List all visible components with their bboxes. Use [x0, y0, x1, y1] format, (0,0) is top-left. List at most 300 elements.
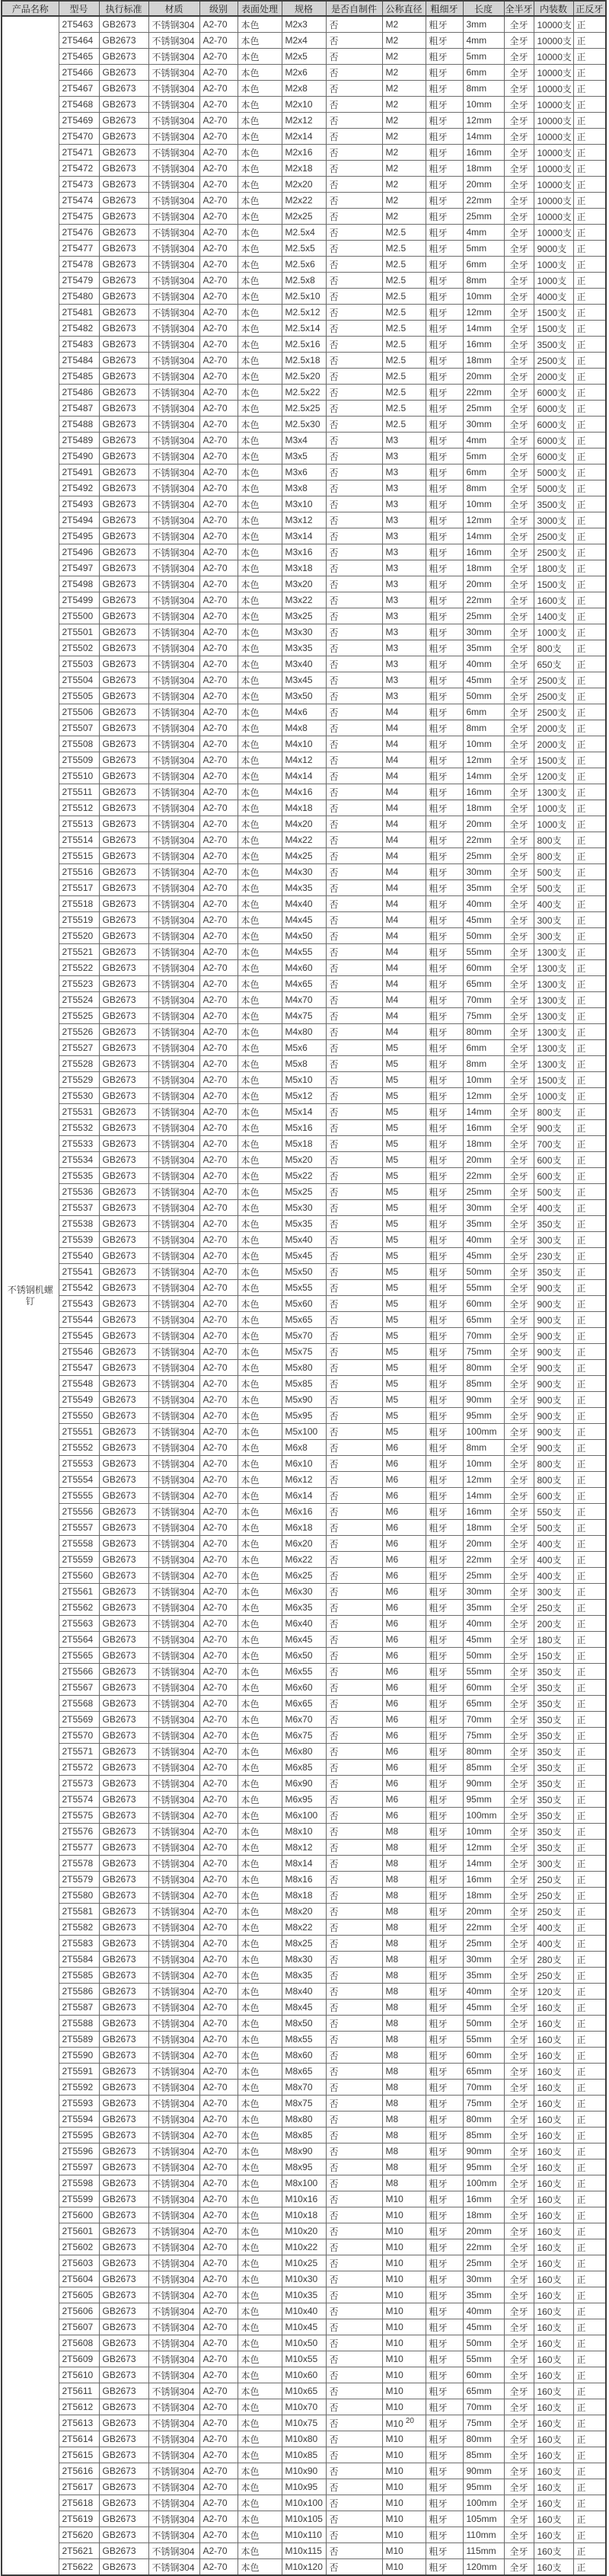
cell-full-thread: 全牙 — [504, 1712, 534, 1728]
cell-surface: 本色 — [238, 2303, 282, 2319]
cell-spec: M10x95 — [282, 2479, 326, 2495]
cell-self-made: 否 — [326, 2367, 382, 2383]
cell-length: 25mm — [463, 1568, 504, 1584]
cell-grade: A2-70 — [199, 2287, 238, 2303]
cell-length: 22mm — [463, 385, 504, 401]
cell-pack-qty: 250支 — [534, 1888, 573, 1904]
table-row — [2, 1104, 606, 1120]
cell-standard: GB2673 — [99, 2207, 148, 2223]
cell-standard: GB2673 — [99, 1872, 148, 1888]
cell-self-made: 否 — [326, 928, 382, 944]
cell-pack-qty: 600支 — [534, 1152, 573, 1168]
cell-full-thread: 全牙 — [504, 768, 534, 784]
cell-grade: A2-70 — [199, 1264, 238, 1280]
cell-self-made: 否 — [326, 2479, 382, 2495]
cell-material: 不锈钢304 — [148, 2175, 199, 2191]
cell-standard: GB2673 — [99, 752, 148, 768]
cell-length: 70mm — [463, 1712, 504, 1728]
cell-spec: M2x22 — [282, 193, 326, 209]
cell-length: 5mm — [463, 448, 504, 464]
cell-direction: 正 — [573, 113, 606, 129]
cell-material: 不锈钢304 — [148, 113, 199, 129]
cell-thread-type: 粗牙 — [426, 193, 463, 209]
cell-length: 60mm — [463, 1296, 504, 1312]
cell-material: 不锈钢304 — [148, 1216, 199, 1232]
cell-self-made: 否 — [326, 1872, 382, 1888]
cell-grade: A2-70 — [199, 1344, 238, 1360]
cell-spec: M4x30 — [282, 864, 326, 880]
cell-self-made: 否 — [326, 2351, 382, 2367]
cell-surface: 本色 — [238, 864, 282, 880]
cell-thread-type: 粗牙 — [426, 528, 463, 544]
cell-diameter: M10 — [382, 2527, 426, 2543]
cell-pack-qty: 6000支 — [534, 448, 573, 464]
cell-spec: M6x20 — [282, 1536, 326, 1552]
cell-surface: 本色 — [238, 65, 282, 81]
cell-pack-qty: 1300支 — [534, 1008, 573, 1024]
cell-standard: GB2673 — [99, 1664, 148, 1680]
cell-diameter: M6 — [382, 1584, 426, 1600]
cell-model: 2T5569 — [59, 1712, 99, 1728]
cell-standard: GB2673 — [99, 1072, 148, 1088]
cell-full-thread: 全牙 — [504, 305, 534, 321]
cell-full-thread: 全牙 — [504, 1648, 534, 1664]
cell-full-thread: 全牙 — [504, 848, 534, 864]
table-row — [2, 353, 606, 369]
cell-length: 22mm — [463, 1168, 504, 1184]
cell-pack-qty: 6000支 — [534, 385, 573, 401]
cell-material: 不锈钢304 — [148, 608, 199, 624]
table-row — [2, 976, 606, 992]
cell-self-made: 否 — [326, 912, 382, 928]
cell-grade: A2-70 — [199, 81, 238, 97]
cell-self-made: 否 — [326, 1120, 382, 1136]
cell-length: 14mm — [463, 768, 504, 784]
cell-spec: M3x10 — [282, 496, 326, 512]
cell-self-made: 否 — [326, 2112, 382, 2128]
cell-spec: M6x95 — [282, 1792, 326, 1808]
cell-standard: GB2673 — [99, 129, 148, 145]
cell-grade: A2-70 — [199, 480, 238, 496]
cell-self-made: 否 — [326, 1168, 382, 1184]
table-row — [2, 33, 606, 49]
cell-self-made: 否 — [326, 1312, 382, 1328]
cell-standard: GB2673 — [99, 928, 148, 944]
cell-spec: M5x100 — [282, 1424, 326, 1440]
cell-grade: A2-70 — [199, 1296, 238, 1312]
cell-surface: 本色 — [238, 1392, 282, 1408]
cell-model: 2T5498 — [59, 576, 99, 592]
cell-standard: GB2673 — [99, 768, 148, 784]
table-row — [2, 496, 606, 512]
cell-direction: 正 — [573, 2303, 606, 2319]
cell-full-thread: 全牙 — [504, 464, 534, 480]
cell-pack-qty: 10000支 — [534, 209, 573, 225]
cell-standard: GB2673 — [99, 912, 148, 928]
cell-standard: GB2673 — [99, 560, 148, 576]
cell-spec: M8x30 — [282, 1952, 326, 1968]
cell-length: 95mm — [463, 2159, 504, 2175]
cell-grade: A2-70 — [199, 417, 238, 433]
cell-model: 2T5527 — [59, 1040, 99, 1056]
cell-spec: M6x45 — [282, 1632, 326, 1648]
cell-direction: 正 — [573, 912, 606, 928]
cell-direction: 正 — [573, 2527, 606, 2543]
cell-standard: GB2673 — [99, 305, 148, 321]
cell-surface: 本色 — [238, 49, 282, 65]
cell-standard: GB2673 — [99, 656, 148, 672]
cell-self-made: 否 — [326, 1488, 382, 1504]
cell-surface: 本色 — [238, 2287, 282, 2303]
cell-pack-qty: 350支 — [534, 1696, 573, 1712]
cell-diameter: M10 — [382, 2319, 426, 2335]
cell-spec: M4x45 — [282, 912, 326, 928]
cell-diameter: M2 — [382, 65, 426, 81]
cell-spec: M2.5x10 — [282, 289, 326, 305]
table-row — [2, 1456, 606, 1472]
cell-thread-type: 粗牙 — [426, 1824, 463, 1840]
cell-spec: M10x90 — [282, 2463, 326, 2479]
cell-standard: GB2673 — [99, 512, 148, 528]
cell-diameter: M6 — [382, 1616, 426, 1632]
cell-spec: M3x35 — [282, 640, 326, 656]
cell-length: 22mm — [463, 592, 504, 608]
cell-self-made: 否 — [326, 1456, 382, 1472]
cell-diameter: M10 — [382, 2447, 426, 2463]
cell-pack-qty: 1000支 — [534, 624, 573, 640]
cell-surface: 本色 — [238, 2479, 282, 2495]
cell-thread-type: 粗牙 — [426, 321, 463, 337]
cell-diameter: M5 — [382, 1344, 426, 1360]
cell-spec: M2.5x22 — [282, 385, 326, 401]
cell-model: 2T5588 — [59, 2016, 99, 2032]
cell-spec: M4x22 — [282, 832, 326, 848]
table-row — [2, 2016, 606, 2032]
cell-spec: M10x80 — [282, 2431, 326, 2447]
cell-diameter: M8 — [382, 2032, 426, 2048]
cell-grade: A2-70 — [199, 2175, 238, 2191]
cell-thread-type: 粗牙 — [426, 177, 463, 193]
table-row — [2, 1952, 606, 1968]
cell-thread-type: 粗牙 — [426, 1760, 463, 1776]
cell-self-made: 否 — [326, 2383, 382, 2399]
cell-material: 不锈钢304 — [148, 1968, 199, 1984]
cell-model: 2T5551 — [59, 1424, 99, 1440]
cell-thread-type: 粗牙 — [426, 2064, 463, 2080]
table-row — [2, 1664, 606, 1680]
cell-length: 14mm — [463, 1856, 504, 1872]
cell-self-made: 否 — [326, 992, 382, 1008]
cell-material: 不锈钢304 — [148, 2064, 199, 2080]
cell-direction: 正 — [573, 464, 606, 480]
cell-diameter: M2 — [382, 16, 426, 33]
cell-diameter: M10 — [382, 2511, 426, 2527]
cell-grade: A2-70 — [199, 1168, 238, 1184]
cell-material: 不锈钢304 — [148, 225, 199, 241]
cell-surface: 本色 — [238, 832, 282, 848]
cell-model: 2T5482 — [59, 321, 99, 337]
cell-full-thread: 全牙 — [504, 944, 534, 960]
cell-length: 105mm — [463, 2511, 504, 2527]
cell-material: 不锈钢304 — [148, 1472, 199, 1488]
cell-standard: GB2673 — [99, 1184, 148, 1200]
cell-pack-qty: 160支 — [534, 2303, 573, 2319]
cell-surface: 本色 — [238, 2527, 282, 2543]
cell-material: 不锈钢304 — [148, 2096, 199, 2112]
cell-diameter: M2.5 — [382, 353, 426, 369]
cell-model: 2T5472 — [59, 161, 99, 177]
cell-self-made: 否 — [326, 1888, 382, 1904]
cell-thread-type: 粗牙 — [426, 1904, 463, 1920]
cell-pack-qty: 300支 — [534, 1856, 573, 1872]
cell-self-made: 否 — [326, 1440, 382, 1456]
cell-full-thread: 全牙 — [504, 353, 534, 369]
cell-self-made: 否 — [326, 2159, 382, 2175]
cell-self-made: 否 — [326, 353, 382, 369]
cell-direction: 正 — [573, 992, 606, 1008]
cell-diameter: M8 — [382, 1904, 426, 1920]
cell-model: 2T5511 — [59, 784, 99, 800]
cell-surface: 本色 — [238, 544, 282, 560]
cell-standard: GB2673 — [99, 2543, 148, 2559]
cell-standard: GB2673 — [99, 1136, 148, 1152]
cell-surface: 本色 — [238, 2032, 282, 2048]
cell-thread-type: 粗牙 — [426, 800, 463, 816]
cell-length: 65mm — [463, 1696, 504, 1712]
cell-model: 2T5509 — [59, 752, 99, 768]
cell-length: 50mm — [463, 2335, 504, 2351]
cell-standard: GB2673 — [99, 1472, 148, 1488]
cell-length: 16mm — [463, 784, 504, 800]
cell-length: 40mm — [463, 1984, 504, 2000]
cell-direction: 正 — [573, 2431, 606, 2447]
cell-direction: 正 — [573, 1520, 606, 1536]
cell-pack-qty: 10000支 — [534, 65, 573, 81]
cell-full-thread: 全牙 — [504, 640, 534, 656]
cell-material: 不锈钢304 — [148, 1424, 199, 1440]
cell-grade: A2-70 — [199, 2463, 238, 2479]
cell-material: 不锈钢304 — [148, 1936, 199, 1952]
cell-surface: 本色 — [238, 1744, 282, 1760]
cell-self-made: 否 — [326, 2271, 382, 2287]
cell-grade: A2-70 — [199, 1120, 238, 1136]
cell-standard: GB2673 — [99, 1616, 148, 1632]
cell-spec: M2x12 — [282, 113, 326, 129]
cell-standard: GB2673 — [99, 113, 148, 129]
cell-thread-type: 粗牙 — [426, 992, 463, 1008]
cell-model: 2T5596 — [59, 2143, 99, 2159]
cell-self-made: 否 — [326, 2239, 382, 2255]
cell-diameter: M8 — [382, 1856, 426, 1872]
cell-model: 2T5471 — [59, 145, 99, 161]
cell-thread-type: 粗牙 — [426, 496, 463, 512]
cell-diameter: M2.5 — [382, 305, 426, 321]
cell-surface: 本色 — [238, 1712, 282, 1728]
cell-full-thread: 全牙 — [504, 2495, 534, 2511]
cell-surface: 本色 — [238, 1888, 282, 1904]
cell-pack-qty: 160支 — [534, 2287, 573, 2303]
cell-material: 不锈钢304 — [148, 2271, 199, 2287]
cell-model: 2T5552 — [59, 1440, 99, 1456]
cell-material: 不锈钢304 — [148, 1392, 199, 1408]
cell-grade: A2-70 — [199, 1984, 238, 2000]
cell-material: 不锈钢304 — [148, 1888, 199, 1904]
cell-full-thread: 全牙 — [504, 528, 534, 544]
cell-standard: GB2673 — [99, 896, 148, 912]
cell-diameter: M6 — [382, 1696, 426, 1712]
cell-pack-qty: 10000支 — [534, 177, 573, 193]
cell-length: 18mm — [463, 353, 504, 369]
cell-length: 10mm — [463, 1824, 504, 1840]
cell-self-made: 否 — [326, 640, 382, 656]
cell-pack-qty: 9000支 — [534, 241, 573, 257]
cell-length: 60mm — [463, 2367, 504, 2383]
cell-full-thread: 全牙 — [504, 321, 534, 337]
cell-diameter: M3 — [382, 464, 426, 480]
cell-grade: A2-70 — [199, 369, 238, 385]
cell-full-thread: 全牙 — [504, 624, 534, 640]
cell-pack-qty: 800支 — [534, 1104, 573, 1120]
cell-spec: M10x85 — [282, 2447, 326, 2463]
cell-thread-type: 粗牙 — [426, 2191, 463, 2207]
cell-spec: M5x75 — [282, 1344, 326, 1360]
cell-diameter: M3 — [382, 672, 426, 688]
cell-spec: M2x4 — [282, 33, 326, 49]
table-row — [2, 1472, 606, 1488]
cell-standard: GB2673 — [99, 960, 148, 976]
cell-self-made: 否 — [326, 1264, 382, 1280]
cell-self-made: 否 — [326, 832, 382, 848]
cell-pack-qty: 10000支 — [534, 193, 573, 209]
cell-standard: GB2673 — [99, 2032, 148, 2048]
cell-spec: M8x12 — [282, 1840, 326, 1856]
cell-surface: 本色 — [238, 401, 282, 417]
cell-grade: A2-70 — [199, 225, 238, 241]
cell-length: 75mm — [463, 1008, 504, 1024]
table-row — [2, 369, 606, 385]
cell-thread-type: 粗牙 — [426, 1312, 463, 1328]
table-row — [2, 2399, 606, 2415]
cell-model: 2T5608 — [59, 2335, 99, 2351]
cell-full-thread: 全牙 — [504, 1840, 534, 1856]
column-header-5: 级别 — [199, 1, 238, 16]
cell-diameter: M8 — [382, 2159, 426, 2175]
cell-length: 10mm — [463, 289, 504, 305]
cell-thread-type: 粗牙 — [426, 736, 463, 752]
cell-self-made: 否 — [326, 161, 382, 177]
cell-full-thread: 全牙 — [504, 1008, 534, 1024]
table-row — [2, 433, 606, 448]
cell-material: 不锈钢304 — [148, 1712, 199, 1728]
cell-self-made: 否 — [326, 720, 382, 736]
cell-full-thread: 全牙 — [504, 1760, 534, 1776]
cell-full-thread: 全牙 — [504, 704, 534, 720]
cell-diameter: M6 — [382, 1552, 426, 1568]
cell-diameter: M8 — [382, 1952, 426, 1968]
cell-spec: M4x18 — [282, 800, 326, 816]
cell-grade: A2-70 — [199, 2000, 238, 2016]
cell-full-thread: 全牙 — [504, 1312, 534, 1328]
cell-length: 45mm — [463, 1632, 504, 1648]
cell-diameter: M10 — [382, 2191, 426, 2207]
cell-direction: 正 — [573, 1248, 606, 1264]
cell-spec: M6x10 — [282, 1456, 326, 1472]
table-row — [2, 1200, 606, 1216]
cell-diameter: M3 — [382, 544, 426, 560]
cell-material: 不锈钢304 — [148, 640, 199, 656]
cell-grade: A2-70 — [199, 337, 238, 353]
cell-standard: GB2673 — [99, 1040, 148, 1056]
cell-standard: GB2673 — [99, 337, 148, 353]
cell-material: 不锈钢304 — [148, 1520, 199, 1536]
cell-thread-type: 粗牙 — [426, 2463, 463, 2479]
cell-material: 不锈钢304 — [148, 1616, 199, 1632]
cell-standard: GB2673 — [99, 592, 148, 608]
cell-thread-type: 粗牙 — [426, 1808, 463, 1824]
table-row — [2, 2287, 606, 2303]
cell-spec: M6x14 — [282, 1488, 326, 1504]
cell-pack-qty: 350支 — [534, 1824, 573, 1840]
cell-self-made: 否 — [326, 1328, 382, 1344]
cell-surface: 本色 — [238, 2223, 282, 2239]
cell-model: 2T5518 — [59, 896, 99, 912]
cell-direction: 正 — [573, 608, 606, 624]
cell-direction: 正 — [573, 385, 606, 401]
cell-spec: M3x12 — [282, 512, 326, 528]
cell-grade: A2-70 — [199, 2415, 238, 2431]
table-row — [2, 1520, 606, 1536]
cell-grade: A2-70 — [199, 1920, 238, 1936]
cell-spec: M5x10 — [282, 1072, 326, 1088]
cell-self-made: 否 — [326, 2335, 382, 2351]
cell-surface: 本色 — [238, 2000, 282, 2016]
cell-grade: A2-70 — [199, 1440, 238, 1456]
cell-diameter: M10 — [382, 2399, 426, 2415]
cell-model: 2T5465 — [59, 49, 99, 65]
cell-direction: 正 — [573, 1760, 606, 1776]
cell-length: 45mm — [463, 2319, 504, 2335]
cell-pack-qty: 350支 — [534, 1808, 573, 1824]
table-row — [2, 1232, 606, 1248]
cell-standard: GB2673 — [99, 2335, 148, 2351]
cell-pack-qty: 160支 — [534, 2367, 573, 2383]
cell-spec: M6x25 — [282, 1568, 326, 1584]
cell-pack-qty: 160支 — [534, 2207, 573, 2223]
cell-thread-type: 粗牙 — [426, 65, 463, 81]
cell-grade: A2-70 — [199, 209, 238, 225]
cell-direction: 正 — [573, 2239, 606, 2255]
table-row — [2, 1904, 606, 1920]
cell-surface: 本色 — [238, 1504, 282, 1520]
table-row — [2, 321, 606, 337]
cell-length: 16mm — [463, 544, 504, 560]
cell-surface: 本色 — [238, 608, 282, 624]
table-row — [2, 2319, 606, 2335]
cell-model: 2T5537 — [59, 1200, 99, 1216]
cell-diameter: M2.5 — [382, 417, 426, 433]
cell-self-made: 否 — [326, 2096, 382, 2112]
cell-spec: M5x65 — [282, 1312, 326, 1328]
cell-diameter: M6 — [382, 1664, 426, 1680]
cell-material: 不锈钢304 — [148, 369, 199, 385]
cell-spec: M10x40 — [282, 2303, 326, 2319]
cell-full-thread: 全牙 — [504, 672, 534, 688]
cell-diameter: M5 — [382, 1152, 426, 1168]
cell-full-thread: 全牙 — [504, 2128, 534, 2143]
cell-surface: 本色 — [238, 2271, 282, 2287]
cell-material: 不锈钢304 — [148, 1664, 199, 1680]
table-header — [2, 1, 606, 16]
